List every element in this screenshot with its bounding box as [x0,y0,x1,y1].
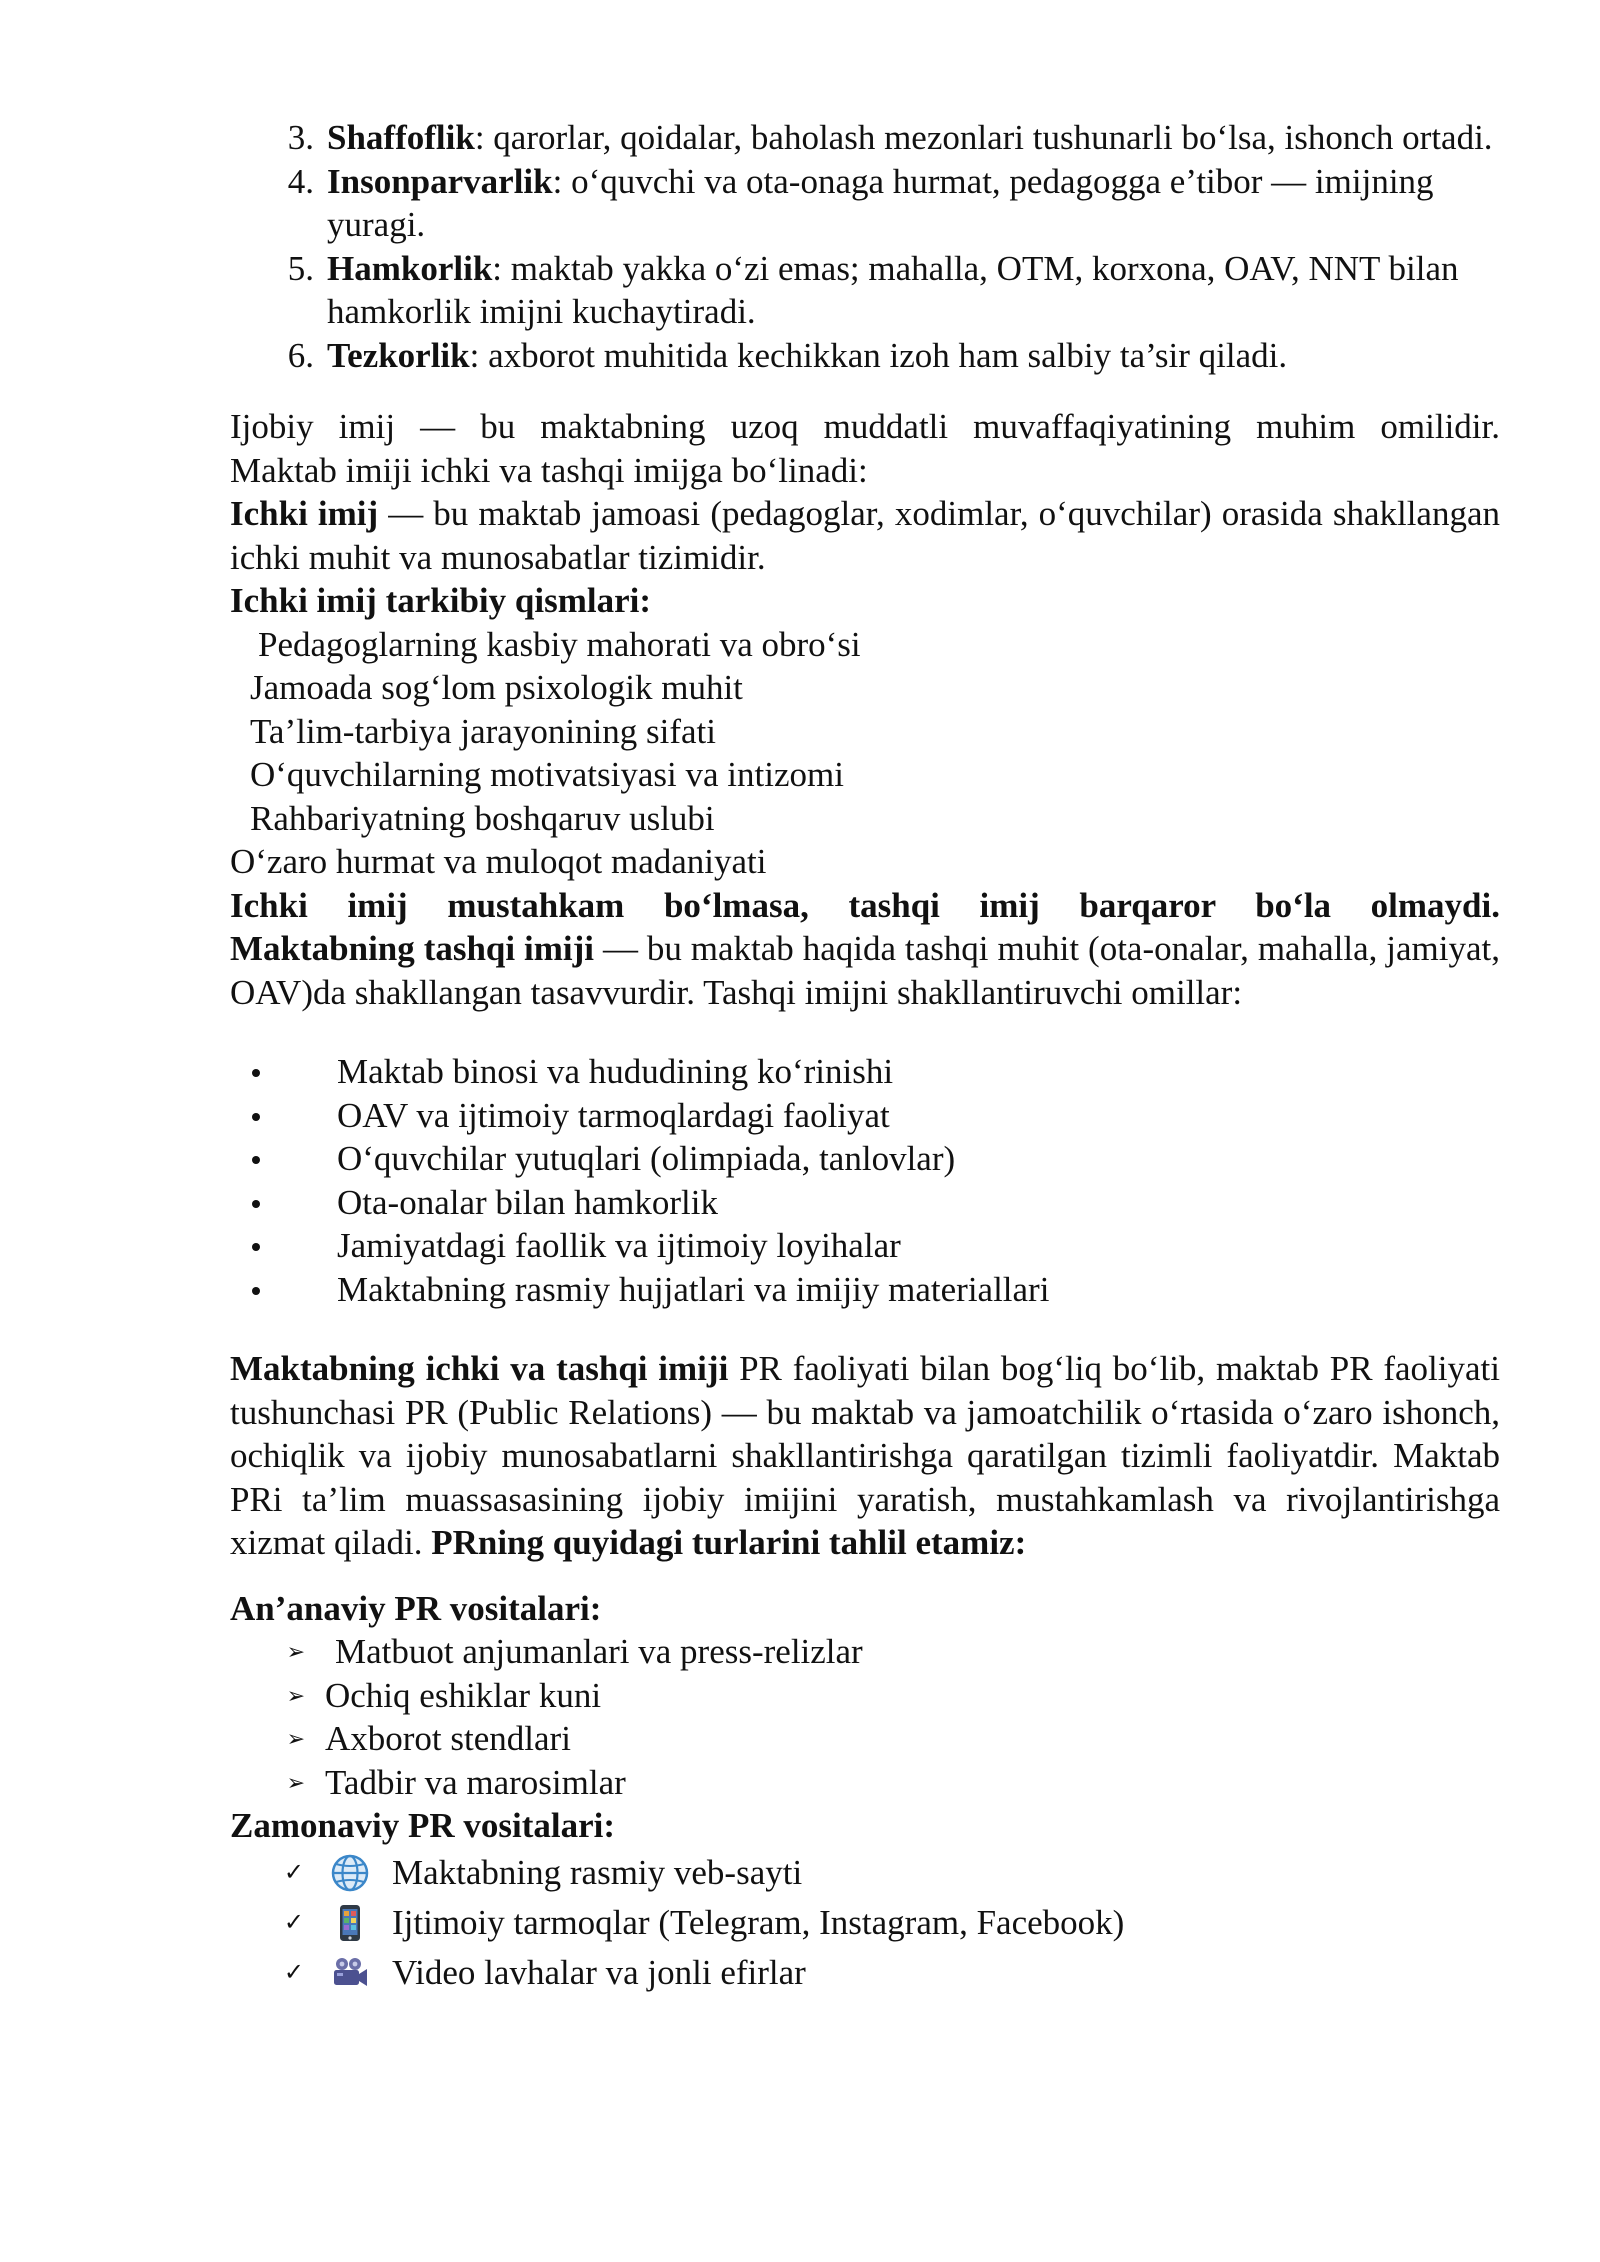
list-item [230,116,1500,160]
external-image-term: Maktabning tashqi imiji [230,929,595,968]
list-item: ➢ Ochiq eshiklar kuni [230,1674,1500,1718]
list-item: O‘zaro hurmat va muloqot madaniyati [230,842,767,881]
item-number: 3. [287,118,314,157]
bullet-icon [230,1137,337,1181]
item-text: : axborot muhitida kechikkan izoh ham salbiy ta’sir qiladi. [469,335,1288,375]
list-item: ✓ Video lavhalar va jonli efirlar [230,1948,1500,1998]
video-camera-icon [330,1953,370,1993]
list-item: Ota-onalar bilan hamkorlik [230,1181,1500,1225]
checkmark-icon: ✓ [283,1958,304,1986]
pr-paragraph: Maktabning ichki va tashqi imiji PR faoliyati bilan bog‘liq bo‘lib, maktab PR faoliyati tushunchasi PR (Public Relations) — bu maktab va jamoatchilik o‘rtasida o‘zaro ishonch, ochiqlik va ijobiy munosabatlarni shakllantirishga qaratilgan tizimli faoliyatdir. Maktab PRi ta’lim muassasasining ijobiy imijini yaratish, mustahkamlash va rivojlantirishga xizmat qiladi. PRning quyidagi turlarini tahlil etamiz: [230,1349,1500,1562]
pr-tail: PRning quyidagi turlarini tahlil etamiz: [431,1523,1027,1562]
principles-list [230,116,1500,377]
pr-term: Maktabning ichki va tashqi imiji [230,1349,729,1388]
bullet-icon [230,1181,337,1225]
list-item [230,160,1500,247]
list-item: O‘quvchilar yutuqlari (olimpiada, tanlovlar) [230,1137,1500,1181]
modern-pr-title: Zamonaviy PR vositalari: [230,1806,615,1845]
checkmark-icon: ✓ [283,1908,304,1936]
item-text: : qarorlar, qoidalar, baholash mezonlari tushunarli bo‘lsa, ishonch ortadi. [474,118,1493,157]
bullet-icon [230,1268,337,1312]
intro-line-2: Maktab imiji ichki va tashqi imijga bo‘linadi: [230,450,868,490]
list-item: ➢ Matbuot anjumanlari va press-relizlar [230,1630,1500,1674]
item-number: 5. [287,248,314,288]
item-text: : o‘quvchi va ota-onaga hurmat, pedagogga e’tibor — imijning yuragi. [327,161,1434,244]
list-item: ✓ Maktabning rasmiy veb-sayti [230,1848,1500,1898]
list-item: ➢ Axborot stendlari [230,1717,1500,1761]
item-term: Insonparvarlik [327,161,553,201]
list-item: Ta’lim-tarbiya jarayonining sifati [250,711,717,751]
list-item [230,334,1500,378]
page-content [230,116,1500,1998]
arrow-bullet-icon: ➢ [286,1769,305,1795]
intro-line-1: Ijobiy imij — bu maktabning uzoq muddatli muvaffaqiyatining muhim omilidir. [230,407,1500,446]
bullet-icon [230,1224,337,1268]
internal-image-term: Ichki imij [230,494,379,533]
item-number: 4. [287,161,314,201]
external-factors-list [230,1050,1500,1311]
mobile-phone-icon [330,1903,370,1943]
list-item: OAV va ijtimoiy tarmoqlardagi faoliyat [230,1094,1500,1138]
internal-image-definition: Ichki imij — bu maktab jamoasi (pedagoglar, xodimlar, o‘quvchilar) orasida shakllangan ichki muhit va munosabatlar tizimidir. [230,494,1500,577]
item-text: : maktab yakka o‘zi emas; mahalla, OTM, korxona, OAV, NNT bilan hamkorlik imijni kuchaytiradi. [327,248,1459,331]
components-list [230,623,1500,884]
arrow-bullet-icon: ➢ [286,1682,305,1708]
traditional-pr-list [230,1630,1500,1804]
globe-icon [330,1853,370,1893]
list-item: Jamoada sog‘lom psixologik muhit [250,668,743,707]
item-term: Hamkorlik [327,248,493,288]
list-item: ➢ Tadbir va marosimlar [230,1761,1500,1805]
modern-pr-list [230,1848,1500,1998]
traditional-pr-title: An’anaviy PR vositalari: [230,1588,602,1628]
item-number: 6. [287,335,314,375]
list-item: Pedagoglarning kasbiy mahorati va obro‘si [258,624,861,664]
arrow-bullet-icon: ➢ [286,1639,305,1664]
external-image-definition: Maktabning tashqi imiji — bu maktab haqida tashqi muhit (ota-onalar, mahalla, jamiyat, OAV)da shakllangan tasavvurdir. Tashqi imijni shakllantiruvchi omillar: [230,929,1500,1012]
list-item: Maktab binosi va hududining ko‘rinishi [230,1050,1500,1094]
checkmark-icon: ✓ [283,1858,304,1886]
item-term: Tezkorlik [327,335,470,375]
list-item [230,247,1500,334]
list-item: O‘quvchilarning motivatsiyasi va intizomi [250,755,844,794]
list-item: Jamiyatdagi faollik va ijtimoiy loyihalar [230,1224,1500,1268]
arrow-bullet-icon: ➢ [286,1726,305,1751]
internal-image-note: Ichki imij mustahkam bo‘lmasa, tashqi imij barqaror bo‘la olmaydi. [230,885,1500,925]
list-item: Maktabning rasmiy hujjatlari va imijiy materiallari [230,1268,1500,1312]
list-item: Rahbariyatning boshqaruv uslubi [250,798,715,838]
bullet-icon [230,1094,337,1138]
item-term: Shaffoflik [327,118,475,157]
list-item: ✓ Ijtimoiy tarmoqlar (Telegram, Instagram, Facebook) [230,1898,1500,1948]
components-title: Ichki imij tarkibiy qismlari: [230,581,651,620]
bullet-icon [230,1050,337,1094]
